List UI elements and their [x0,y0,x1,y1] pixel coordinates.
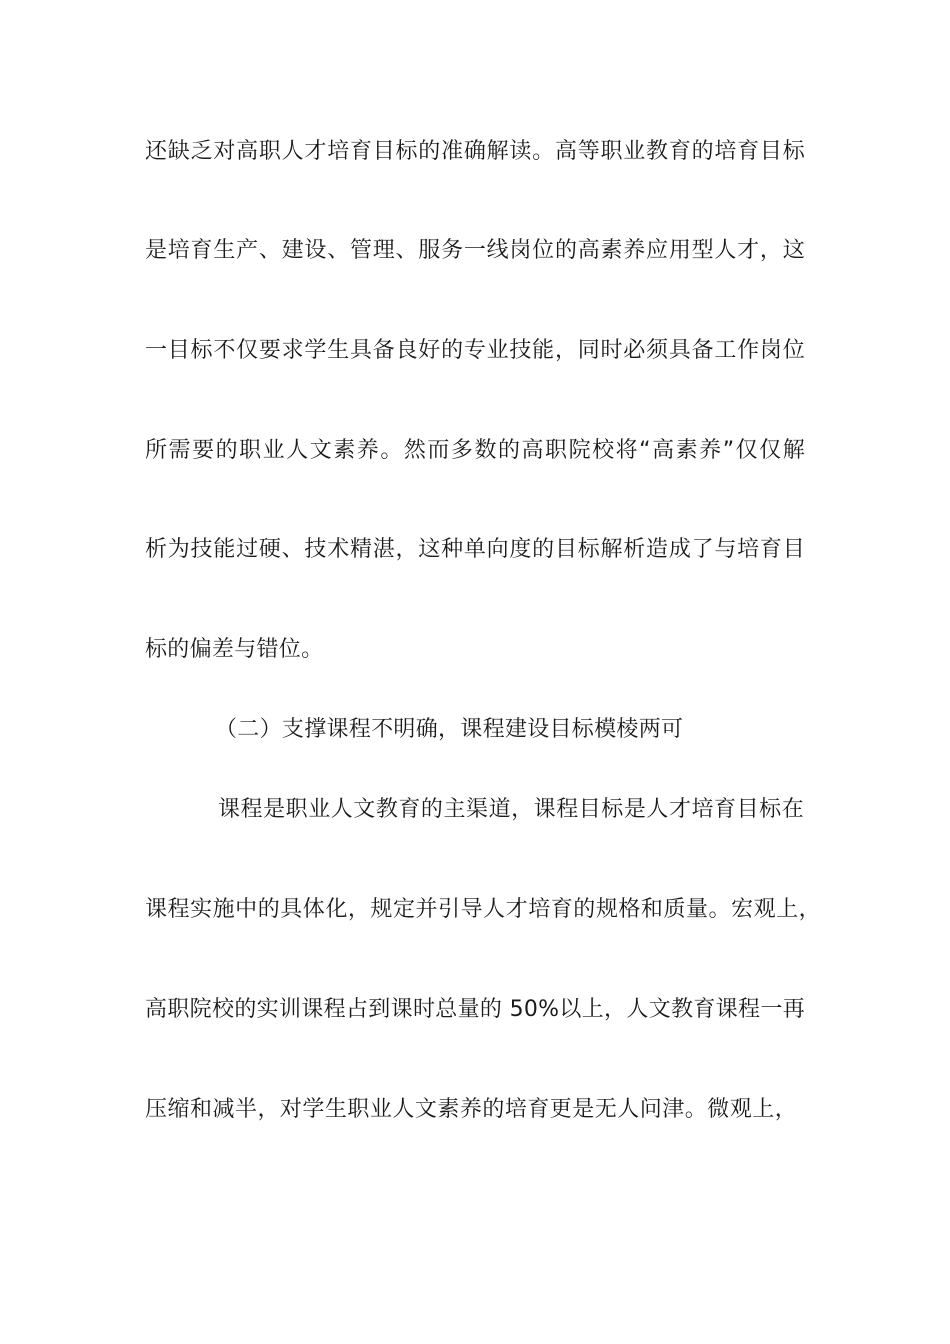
section-heading: （二）支撑课程不明确，课程建设目标模棱两可 [215,717,684,742]
paragraph-line: 课程实施中的具体化，规定并引导人才培育的规格和质量。宏观上， [145,897,821,922]
paragraph-line: 是培育生产、建设、管理、服务一线岗位的高素养应用型人才，这 [145,238,805,263]
paragraph-line: 高职院校的实训课程占到课时总量的 50%以上，人文教育课程一再 [145,997,805,1022]
paragraph-line: 还缺乏对高职人才培育目标的准确解读。高等职业教育的培育目标 [145,139,805,164]
paragraph-line: 标的偏差与错位。 [145,637,324,662]
paragraph-line: 压缩和减半，对学生职业人文素养的培育更是无人问津。微观上， [145,1097,797,1122]
paragraph-line: 析为技能过硬、技术精湛，这种单向度的目标解析造成了与培育目 [145,537,805,562]
paragraph-line: 所需要的职业人文素养。然而多数的高职院校将“高素养”仅仅解 [145,438,805,463]
paragraph-line: 课程是职业人文教育的主渠道，课程目标是人才培育目标在 [218,797,804,822]
paragraph-line: 一目标不仅要求学生具备良好的专业技能，同时必须具备工作岗位 [145,338,805,363]
